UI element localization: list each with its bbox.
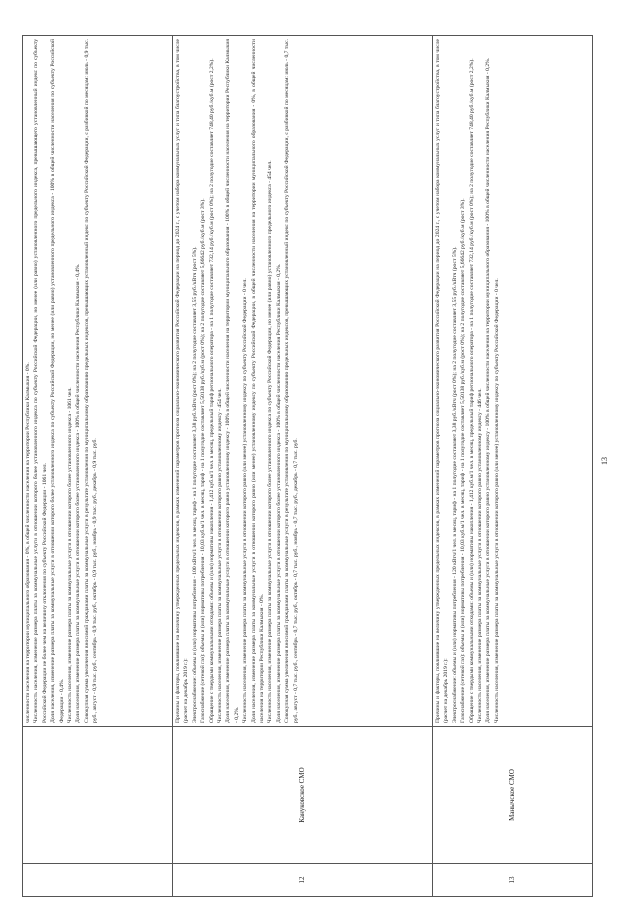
row-number	[23, 864, 173, 897]
row-description: численности населения на территории муниципального образования - 0%, в общей численности населения на территории Республики Калмыкия - 0%. Численность населения, изменение размера платы за коммунальные услуги в отношении которого более установленного индекса по субъекту Российской Федерации, но менее (или равно) установленного предельного индекса, превышающего установленный индекс по субъекту Российской Федерации не более чем на величину отклонения по субъекту Российской Федерации - 1061 чел. Доля населения, изменение размера платы за коммунальные услуги в отношении которого более установленного индекса по субъекту Российской Федерации, но менее (или равно) установленного предельного индекса - 100% в общей численности населения по субъекту Российской Федерации - 0,4%. Численность населения, изменение размера платы за коммунальные услуги в отношении которого более установленного индекса - 1061 чел. Доля населения, изменение размера платы за коммунальные услуги в отношении которого более установленного индекса - 100% в общей численности населения Республики Калмыкия - 0,4%. Совокупная сумма увеличения вносимой гражданами платы за коммунальные услуги в результате установления по муниципальному образованию предельных индексов, превышающих установленный индекс по субъекту Российской Федерации, с разбивкой по месяцам: июль - 0,9 тыс. руб., август - 0,9 тыс. руб., сентябрь - 0,9 тыс. руб., октябрь - 0,9 тыс. руб., ноябрь - 0,9 тыс. руб., декабрь - 0,9 тыс. руб.	[23, 36, 173, 727]
row-number: 12	[173, 864, 433, 897]
document-table	[22, 35, 593, 897]
municipality-name	[23, 727, 173, 864]
municipality-name: Манычское СМО	[433, 727, 593, 864]
municipality-name: Кануковское СМО	[173, 727, 433, 864]
table-row	[433, 36, 593, 897]
row-description: Причины и факторы, повлиявшие на величину утвержденных предельных индексов, в рамках изменений параметров прогноза социально-экономического развития Российской Федерации на период до 2024 г., с учетом набора коммунальных услуг и типа благоустройства, в том числе (расчет на декабрь 2019 г.): Электроснабжение: объемы и (или) нормативы потребления - 120 кВтч/1 чел. в месяц, тариф - на 1 полугодие составляет 3,38 руб./кВтч (рост 0%); на 2 полугодие составляет 3,55 руб./кВтч (рост 5%). Газоснабжение (сетевой газ): объемы и (или) нормативы потребления - 10,03 куб.м/1 чел. в месяц, тариф - на 1 полугодие составляет 5,50138 руб./куб.м (рост 0%); на 2 полугодие составляет 5,66642 руб./куб.м (рост 3%). Обращение с твердыми коммунальными отходами: объемы и (или) нормативы накопления - 1,412 куб.м/1 чел. в месяц, предельный тариф регионального оператора - на 1 полугодие составляет 732,14 руб./куб.м (рост 0%); на 2 полугодие составляет 748,40 руб./куб.м (рост 2,2%). Численность населения, изменение размера платы за коммунальные услуги в отношении которого равно установленному индексу - 446 чел. Доля населения, изменение размера платы за коммунальные услуги в отношении которого равно установленному индексу - 100% в общей численности населения на территории муниципального образования - 100% в общей численности населения Республики Калмыкия - 0,2%. Численность населения, изменение размера платы за коммунальные услуги в отношении которого равно (или менее) установленному индексу по субъекту Российской Федерации - 0 чел.	[433, 36, 593, 727]
row-description: Причины и факторы, повлиявшие на величину утвержденных предельных индексов, в рамках изменений параметров прогноза социально-экономического развития Российской Федерации на период до 2024 г., с учетом набора коммунальных услуг и типа благоустройства, в том числе (расчет на декабрь 2019 г.): Электроснабжение: объемы и (или) нормативы потребления - 100 кВтч/1 чел. в месяц, тариф - на 1 полугодие составляет 3,38 руб./кВтч (рост 0%); на 2 полугодие составляет 3,55 руб./кВтч (рост 5%). Газоснабжение (сетевой газ): объемы и (или) нормативы потребления - 10,03 куб.м/1 чел. в месяц, тариф - на 1 полугодие составляет 5,50138 руб./куб.м (рост 0%); на 2 полугодие составляет 5,66642 руб./куб.м (рост 3%). Обращение с твердыми коммунальными отходами: объемы и (или) нормативы накопления - 1,412 куб.м/1 чел. в месяц, предельный тариф регионального оператора - на 1 полугодие составляет 732,14 руб./куб.м (рост 0%); на 2 полугодие составляет 748,40 руб./куб.м (рост 2,2%). Численность населения, изменение размера платы за коммунальные услуги в отношении которого равно установленному индексу - 454 чел. Доля населения, изменение размера платы за коммунальные услуги в отношении которого равно установленному индексу - 100% в общей численности населения на территории муниципального образования - 100% в общей численности населения на территории Республики Калмыкия - 0,2%. Численность населения, изменение размера платы за коммунальные услуги в отношении которого равно (или менее) установленному индексу по субъекту Российской Федерации - 0 чел. Доля населения, изменение размера платы за коммунальные услуги в отношении которого равно (или менее) установленному индексу по субъекту Российской Федерации, в общей численности населения на территории муниципального образования - 0%, в общей численности населения на территории Республики Калмыкия - 0%. Численность населения, изменение размера платы за коммунальные услуги в отношении которого более установленного индекса по субъекту Российской Федерации, но менее (или равно) установленного предельного индекса - 454 чел. Доля населения, изменение размера платы за коммунальные услуги в отношении которого более установленного индекса - 100% в общей численности населения Республики Калмыкия - 0,2%. Совокупная сумма увеличения вносимой гражданами платы за коммунальные услуги в результате установления по муниципальному образованию предельных индексов, превышающих установленный индекс по субъекту Российской Федерации, с разбивкой по месяцам: июль - 0,7 тыс. руб., август - 0,7 тыс. руб., сентябрь - 0,7 тыс. руб., октябрь - 0,7 тыс. руб., ноябрь - 0,7 тыс. руб., декабрь - 0,7 тыс. руб.	[173, 36, 433, 727]
page-number: 13	[600, 457, 609, 465]
row-number: 13	[433, 864, 593, 897]
table-row	[23, 36, 173, 897]
table-row	[173, 36, 433, 897]
